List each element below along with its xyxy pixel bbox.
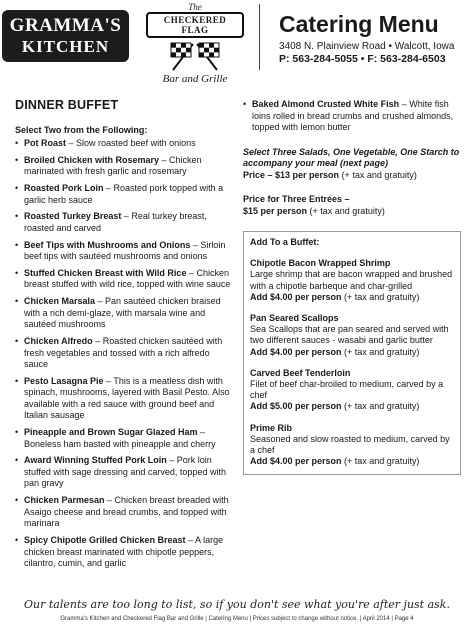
list-item: • Beef Tips with Mushrooms and Onions – Sirloin beef tips with sautéed mushrooms and onions xyxy=(15,240,233,263)
right-column xyxy=(243,99,461,475)
logo-flag-name: CHECKERED FLAG xyxy=(146,12,244,38)
three-entree-text: Price for Three Entrées – xyxy=(243,194,350,204)
logo-flag-the: The xyxy=(188,2,202,12)
addon-item: Carved Beef Tenderloin Filet of beef char-broiled to medium, carved by a chef Add $5.00 per person (+ tax and gratuity) xyxy=(250,367,444,412)
header-divider xyxy=(259,4,260,70)
list-item: • Chicken Parmesan – Chicken breast breaded with Asaigo cheese and bread crumbs, and topped with marinara xyxy=(15,495,233,530)
combo-selection xyxy=(243,147,461,182)
three-entree-price xyxy=(243,194,461,217)
three-entree-price-value: $15 per person (+ tax and gratuity) xyxy=(243,205,385,216)
addon-item: Prime Rib Seasoned and slow roasted to medium, carved by a chef Add $4.00 per person (+ tax and gratuity) xyxy=(250,422,450,467)
logo-gramma-line1: GRAMMA'S xyxy=(9,15,122,36)
list-item: • Spicy Chipotle Grilled Chicken Breast – A large chicken breast marinated with chipotle peppers, cilantro, cumin, and garlic xyxy=(15,535,233,570)
footer-tagline: Our talents are too long to list, so if you don't see what you're after just ask. xyxy=(24,598,450,611)
addon-item: Chipotle Bacon Wrapped Shrimp Large shrimp that are bacon wrapped and brushed with a chipotle barbeque and char-grilled Add $4.00 per person (+ tax and gratuity) xyxy=(250,258,453,302)
list-item: • Pesto Lasagna Pie – This is a meatless dish with spinach, mushrooms, layered with Basil Pesto. Also available with a red sauce with ground beef and Italian sausage xyxy=(15,376,233,422)
add-to-buffet-box xyxy=(243,231,461,475)
grammas-kitchen-logo xyxy=(2,10,129,62)
combo-price: Price – $13 per person (+ tax and gratuity) xyxy=(243,169,417,180)
add-to-buffet-title: Add To a Buffet: xyxy=(250,237,320,247)
restaurant-phone: P: 563-284-5055 • F: 563-284-6503 xyxy=(279,53,446,65)
page-title: Catering Menu xyxy=(279,11,439,37)
list-item: • Chicken Marsala – Pan sautéed chicken braised with a rich demi-glaze, with marsala wine and sautéed mushrooms xyxy=(15,296,233,331)
crossed-flags-icon xyxy=(165,40,225,72)
list-item: • Roasted Turkey Breast – Real turkey breast, roasted and carved xyxy=(15,211,233,234)
list-item: • Stuffed Chicken Breast with Wild Rice – Chicken breast stuffed with wild rice, topped with wine sauce xyxy=(15,268,233,291)
logo-gramma-line2: KITCHEN xyxy=(21,37,110,56)
list-item: • Broiled Chicken with Rosemary – Chicken marinated with fresh garlic and rosemary xyxy=(15,155,233,178)
list-item: • Roasted Pork Loin – Roasted pork topped with a garlic herb sauce xyxy=(15,183,233,206)
checkered-flag-logo xyxy=(146,2,244,85)
list-item: • Pot Roast – Slow roasted beef with onions xyxy=(15,138,233,150)
page-header xyxy=(0,0,474,85)
list-item: • Baked Almond Crusted White Fish – White fish loins rolled in bread crumbs and crushed almonds, topped with lemon butter xyxy=(243,99,461,134)
list-item: • Pineapple and Brown Sugar Glazed Ham – Boneless ham basted with pineapple and cherry xyxy=(15,427,233,450)
addon-item: Pan Seared Scallops Sea Scallops that are pan seared and served with two different sauces - wasabi and garlic butter Add $4.00 per person (+ tax and gratuity) xyxy=(250,313,449,357)
entree-list-right xyxy=(243,99,461,134)
entree-list-left xyxy=(15,138,233,570)
section-title: DINNER BUFFET xyxy=(15,98,119,112)
restaurant-address: 3408 N. Plainview Road • Walcott, Iowa xyxy=(279,41,455,52)
list-item: • Chicken Alfredo – Roasted chicken sautéed with fresh vegetables and tossed with a rich alfredo sauce xyxy=(15,336,233,371)
left-column xyxy=(15,98,233,575)
logo-flag-tagline: Bar and Grille xyxy=(162,73,228,85)
footer-info: Gramma's Kitchen and Checkered Flag Bar and Grille | Catering Menu | Prices subject to change without notice. | April 2014 | Page 4 xyxy=(60,616,414,622)
combo-selection-text: Select Three Salads, One Vegetable, One Starch to accompany your meal (next page) xyxy=(243,146,460,168)
select-heading: Select Two from the Following: xyxy=(15,125,148,135)
list-item: • Award Winning Stuffed Pork Loin – Pork loin stuffed with sage dressing and carved, topped with pan gravy xyxy=(15,455,233,490)
